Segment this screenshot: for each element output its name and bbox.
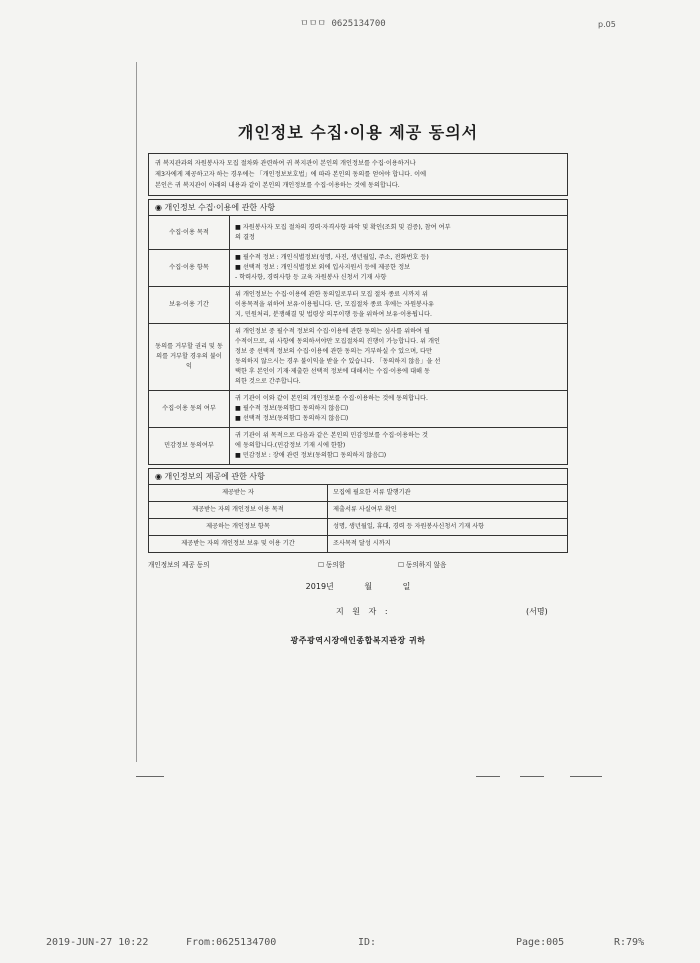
content-line: ■ 선택적 정보 : 개인식별정보 외에 입사지원서 등에 제공한 정보 — [235, 264, 411, 271]
table-row — [149, 216, 568, 250]
table-row — [149, 324, 568, 391]
content-line: 이용목적을 위하여 보유·이용됩니다. 단, 모집절차 종료 후에는 자원봉사유 — [235, 301, 434, 308]
row-content — [230, 287, 568, 324]
footer-page: Page:005 — [516, 937, 565, 948]
content-line: 위 개인정보 중 필수적 정보의 수집·이용에 관한 동의는 심사를 위하여 필 — [235, 328, 430, 335]
content-line: ■ 자원봉사자 모집 절차의 경력·자격사항 파악 및 확인(조회 및 검증), 참여 여부 — [235, 223, 451, 231]
content-line: 동의하지 않으시는 경우 불이익을 받을 수 있습니다. 「동의하지 않음」을 선 — [235, 358, 441, 365]
row-content: 성명, 생년월일, 휴대, 경력 등 자원봉사신청서 기재 사항 — [328, 519, 568, 536]
content-line: 의 결정 — [235, 233, 255, 241]
collection-table — [148, 215, 568, 465]
row-label: 수집·이용 항목 — [149, 250, 230, 287]
divider-dash — [520, 776, 544, 777]
row-content — [230, 324, 568, 391]
divider-dash — [136, 776, 164, 777]
table-row — [149, 519, 568, 536]
footer-from: From:0625134700 — [186, 937, 277, 948]
provision-table — [148, 484, 568, 553]
table-row — [149, 391, 568, 428]
row-content: 조사목적 달성 시까지 — [328, 536, 568, 553]
content-line: - 학력사항, 경력사항 등 교육 자원봉사 신청서 기재 사항 — [235, 274, 387, 281]
date-month: 월 — [364, 582, 373, 591]
row-label: 수집·이용 목적 — [149, 216, 230, 250]
divider-dash — [570, 776, 602, 777]
row-label: 보유·이용 기간 — [149, 287, 230, 324]
row-label: 제공받는 자 — [149, 485, 328, 502]
optional-consent-checkbox-line[interactable]: ■ 선택적 정보(동의함☐ 동의하지 않음☐) — [235, 415, 349, 422]
table-row — [149, 250, 568, 287]
table-row — [149, 485, 568, 502]
sensitive-consent-checkbox-line[interactable]: ■ 민감정보 : 장애 관련 정보(동의함☐ 동의하지 않음☐) — [235, 452, 387, 459]
content-line: 택한 후 본인이 기재·제출한 선택적 정보에 대해서는 수집·이용에 대해 동 — [235, 368, 430, 375]
margin-line — [136, 62, 137, 762]
footer-ratio: R:79% — [614, 937, 645, 948]
page-label: p.05 — [598, 20, 616, 29]
applicant-line — [148, 606, 568, 617]
date-line — [148, 581, 568, 592]
row-label: 제공받는 자의 개인정보 보유 및 이용 기간 — [149, 536, 328, 553]
intro-line: 제3자에게 제공하고자 하는 경우에는 「개인정보보호법」에 따라 본인의 동의를 얻어야 합니다. 이에 — [155, 171, 427, 178]
row-content — [230, 216, 568, 250]
table-row — [149, 287, 568, 324]
applicant-label: 지 원 자 : — [336, 607, 391, 616]
content-line: 지, 민원처리, 분쟁해결 및 법령상 의무이행 등을 위하여 보유·이용됩니다. — [235, 311, 432, 318]
provision-disagree-checkbox[interactable]: ☐ 동의하지 않음 — [398, 561, 447, 569]
row-label: 제공받는 자의 개인정보 이용 목적 — [149, 502, 328, 519]
provision-agree-checkbox[interactable]: ☐ 동의함 — [318, 561, 346, 569]
intro-line: 귀 복지관과의 자원봉사자 모집 절차와 관련하여 귀 복지관이 본인의 개인정보를 수집·이용하거나 — [155, 160, 416, 167]
row-content: 제출서류 사실여부 확인 — [328, 502, 568, 519]
section-heading-collection: ◉ 개인정보 수집·이용에 관한 사항 — [148, 199, 568, 215]
row-label: 민감정보 동의여부 — [149, 428, 230, 465]
content-line: 에 동의합니다.(민감정보 기재 시에 한함) — [235, 442, 346, 449]
fax-header: ㅁㅁㅁ 0625134700 — [300, 19, 386, 29]
date-year: 2019년 — [305, 582, 334, 591]
signature-label: (서명) — [526, 607, 548, 616]
date-day: 일 — [402, 582, 411, 591]
content-line: ■ 필수적 정보 : 개인식별정보(성명, 사진, 생년월일, 주소, 전화번호 등) — [235, 254, 429, 261]
content-line: 귀 기관이 이와 같이 본인의 개인정보를 수집·이용하는 것에 동의합니다. — [235, 395, 429, 402]
table-row — [149, 502, 568, 519]
content-line: 귀 기관이 위 목적으로 다음과 같은 본인의 민감정보를 수집·이용하는 것 — [235, 432, 429, 439]
required-consent-checkbox-line[interactable]: ■ 필수적 정보(동의함☐ 동의하지 않음☐) — [235, 405, 349, 412]
row-content — [230, 391, 568, 428]
row-content: 모집에 필요한 서류 발행기관 — [328, 485, 568, 502]
content-line: 위 개인정보는 수집·이용에 관한 동의일로부터 모집 절차 종료 시까지 위 — [235, 291, 429, 298]
consent-form — [148, 120, 568, 646]
row-label: 동의를 거부할 권리 및 동의를 거부할 경우의 불이익 — [149, 324, 230, 391]
divider-dash — [476, 776, 500, 777]
content-line: 의한 것으로 간주합니다. — [235, 378, 301, 385]
section-heading-provision: ◉ 개인정보의 제공에 관한 사항 — [148, 468, 568, 484]
intro-line: 본인은 귀 복지관이 아래의 내용과 같이 본인의 개인정보를 수집·이용하는 것에 동의합니다. — [155, 182, 400, 189]
row-content — [230, 428, 568, 465]
row-label: 수집·이용 동의 여부 — [149, 391, 230, 428]
footer-id: ID: — [358, 937, 377, 948]
form-title: 개인정보 수집·이용 제공 동의서 — [237, 123, 479, 142]
row-label: 제공하는 개인정보 항목 — [149, 519, 328, 536]
content-line: 수적이므로, 위 사항에 동의하셔야만 모집절차의 진행이 가능합니다. 위 개인 — [235, 338, 440, 345]
intro-box — [148, 153, 568, 196]
content-line: 정보 중 선택적 정보의 수집·이용에 관한 동의는 거부하실 수 있으며, 다만 — [235, 348, 432, 355]
provision-consent — [148, 559, 568, 569]
provision-consent-label: 개인정보의 제공 동의 — [148, 561, 210, 569]
table-row — [149, 536, 568, 553]
footer-datetime: 2019-JUN-27 10:22 — [46, 937, 149, 948]
table-row — [149, 428, 568, 465]
row-content — [230, 250, 568, 287]
recipient-organization: 광주광역시장애인종합복지관장 귀하 — [290, 636, 426, 645]
